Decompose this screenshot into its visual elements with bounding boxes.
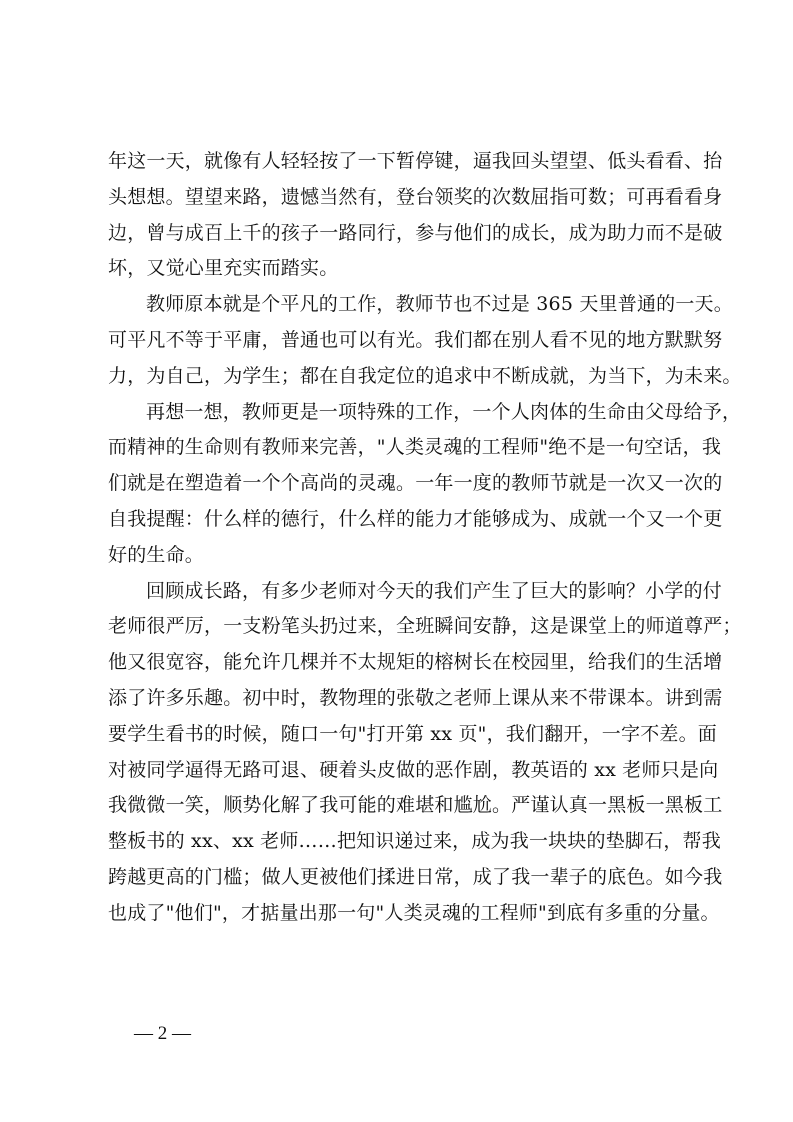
- text-line: 回顾成长路，有多少老师对今天的我们产生了巨大的影响？小学的付: [146, 579, 723, 602]
- paragraph: [108, 395, 742, 574]
- text-line: 跨越更高的门槛；做人更被他们揉进日常，成了我一辈子的底色。如今我: [108, 865, 723, 888]
- text-line: 整板书的 xx、xx 老师……把知识递过来，成为我一块块的垫脚石，帮我: [108, 830, 721, 853]
- paragraph: [108, 144, 723, 287]
- page-number: — 2 —: [134, 1023, 191, 1044]
- text-line: 要学生看书的时候，随口一句"打开第 xx 页"，我们翻开，一字不差。面: [108, 722, 717, 745]
- text-line: 对被同学逼得无路可退、硬着头皮做的恶作剧，教英语的 xx 老师只是向: [108, 758, 719, 781]
- paragraph: [108, 574, 742, 932]
- text-line: 教师原本就是个平凡的工作，教师节也不过是 365 天里普通的一天。: [146, 293, 733, 316]
- text-line: 坏，又觉心里充实而踏实。: [108, 257, 339, 280]
- text-line: 年这一天，就像有人轻轻按了一下暂停键，逼我回头望望、低头看看、抬: [108, 150, 723, 172]
- paragraph: [108, 287, 742, 394]
- text-line: 添了许多乐趣。初中时，教物理的张敬之老师上课从来不带课本。讲到需: [108, 686, 723, 709]
- text-line: 老师很严厉，一支粉笔头扔过来，全班瞬间安静，这是课堂上的师道尊严；: [108, 615, 742, 638]
- text-line: 们就是在塑造着一个个高尚的灵魂。一年一度的教师节就是一次又一次的: [108, 472, 723, 495]
- text-line: 好的生命。: [108, 543, 205, 566]
- body-text: [108, 144, 742, 932]
- text-line: 可平凡不等于平庸，普通也可以有光。我们都在别人看不见的地方默默努: [108, 328, 723, 351]
- text-line: 自我提醒：什么样的德行，什么样的能力才能够成为、成就一个又一个更: [108, 507, 723, 530]
- text-line: 而精神的生命则有教师来完善，"人类灵魂的工程师"绝不是一句空话，我: [108, 436, 722, 459]
- text-line: 头想想。望望来路，遗憾当然有，登台领奖的次数屈指可数；可再看看身: [108, 185, 723, 208]
- text-line: 他又很宽容，能允许几棵并不太规矩的榕树长在校园里，给我们的生活增: [108, 651, 723, 674]
- text-line: 边，曾与成百上千的孩子一路同行，参与他们的成长，成为助力而不是破: [108, 221, 723, 244]
- text-line: 再想一想，教师更是一项特殊的工作，一个人肉体的生命由父母给予，: [146, 400, 742, 423]
- text-line: 力，为自己，为学生；都在自我定位的追求中不断成就，为当下，为未来。: [108, 364, 742, 387]
- text-line: 我微微一笑，顺势化解了我可能的难堪和尴尬。严谨认真一黑板一黑板工: [108, 794, 723, 817]
- text-line: 也成了"他们"，才掂量出那一句"人类灵魂的工程师"到底有多重的分量。: [108, 901, 720, 924]
